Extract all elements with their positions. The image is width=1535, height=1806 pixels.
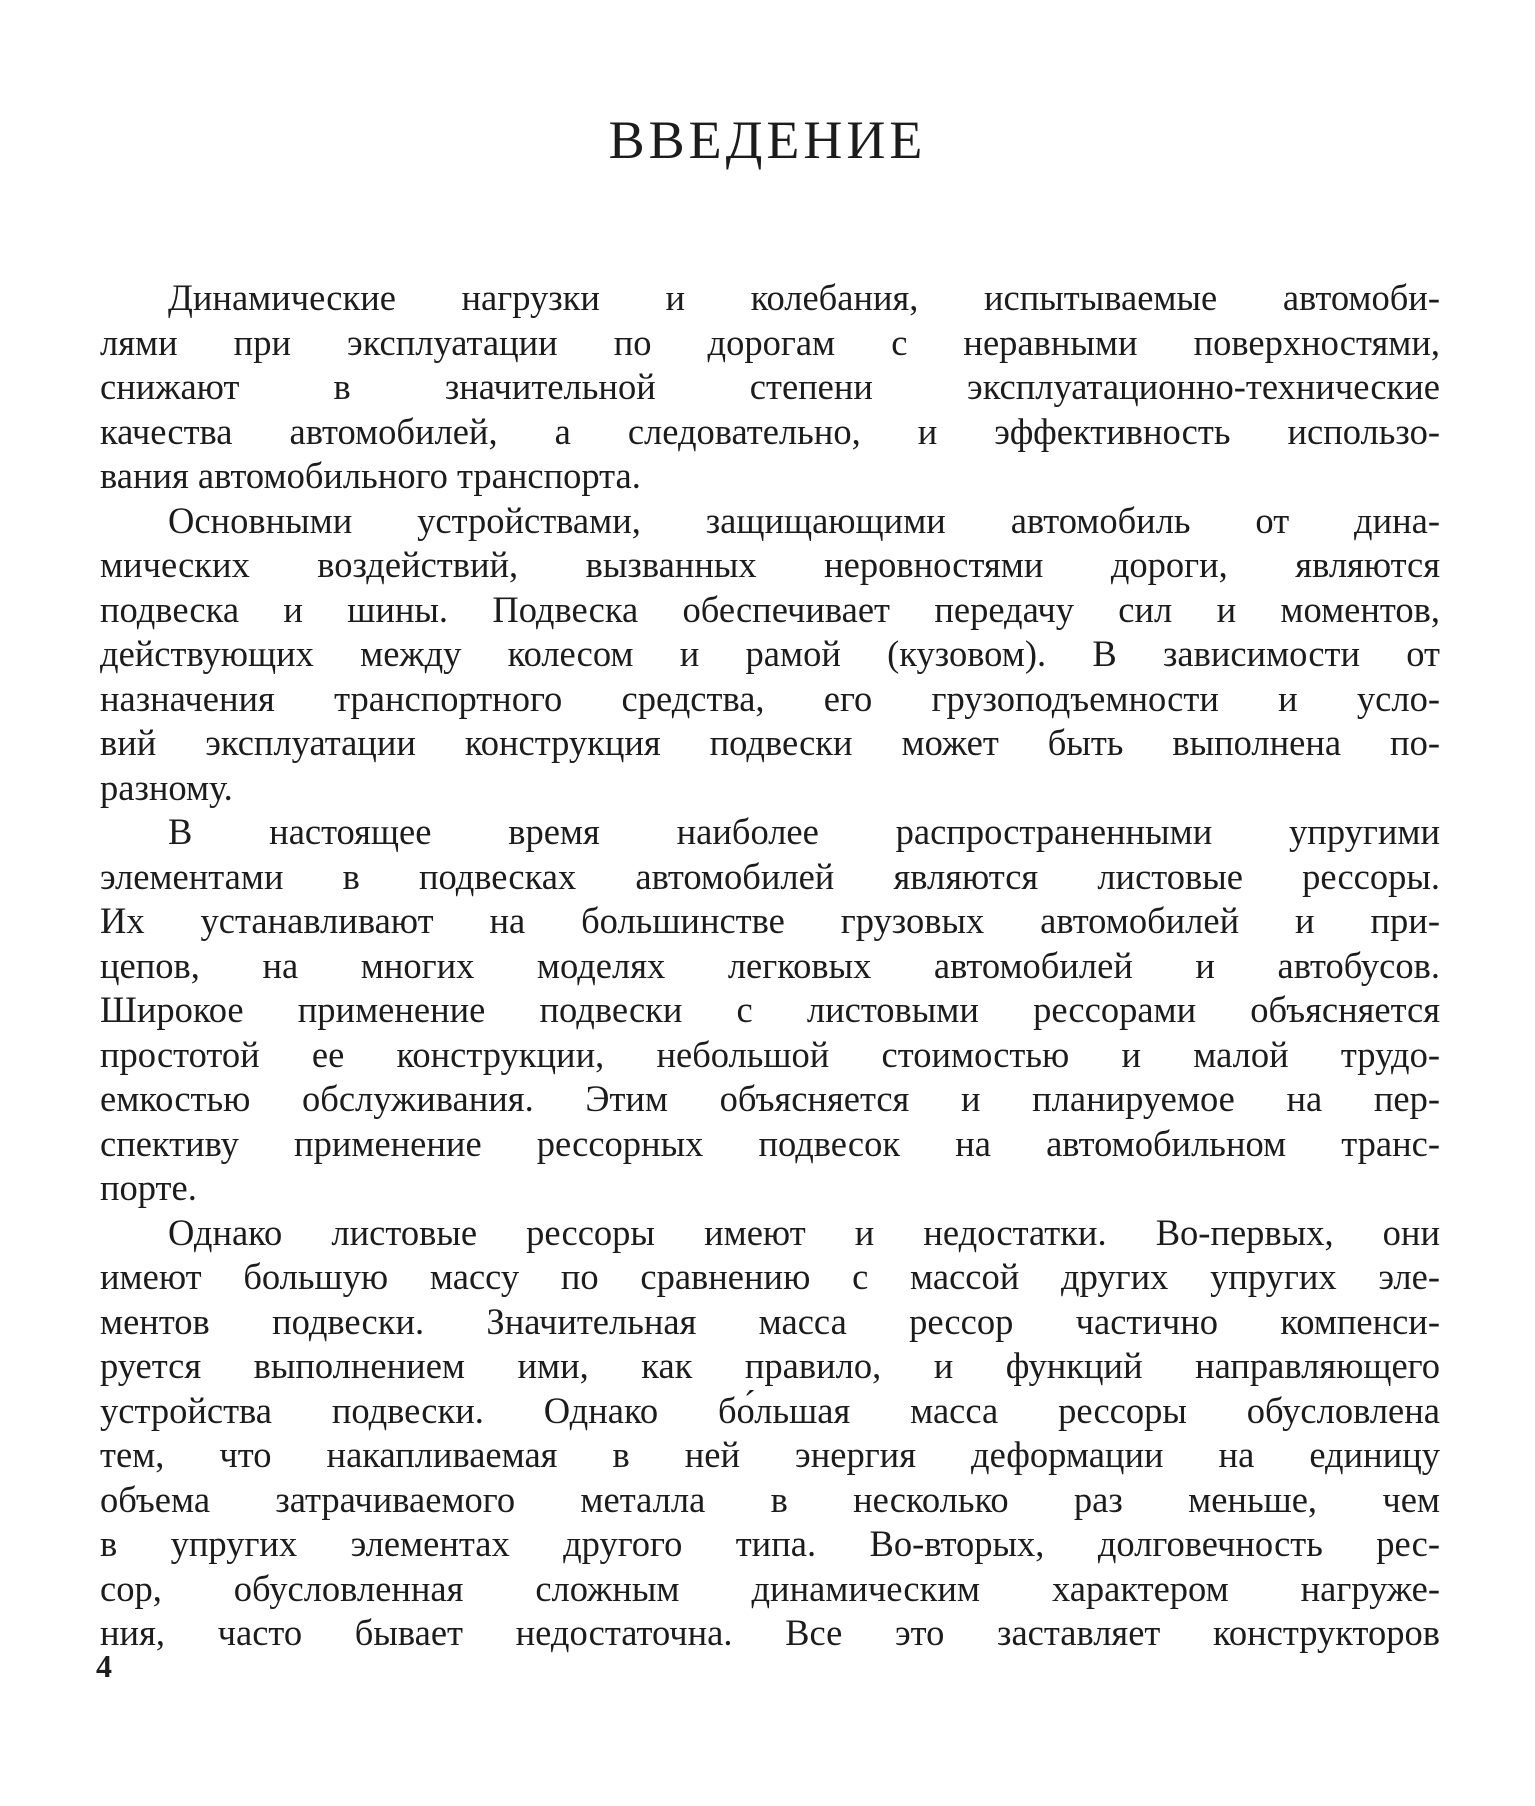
text-line: назначения транспортного средства, его грузоподъемности и усло- [100, 677, 1440, 719]
text-line: порте. [100, 1167, 197, 1208]
text-line: элементами в подвесках автомобилей являются листовые рессоры. [100, 855, 1440, 897]
text-line: ментов подвески. Значительная масса рессор частично компенси- [100, 1300, 1440, 1342]
text-line: Основными устройствами, защищающими автомобиль от дина- [168, 499, 1440, 541]
text-line: Их устанавливают на большинстве грузовых автомобилей и при- [100, 900, 1440, 941]
text-line: вания автомобильного транспорта. [100, 455, 641, 496]
text-line: мических воздействий, вызванных неровностями дороги, являются [100, 544, 1440, 585]
text-line: качества автомобилей, а следовательно, и эффективность использо- [100, 410, 1440, 452]
text-line: Широкое применение подвески с листовыми рессорами объясняется [100, 989, 1440, 1030]
text-line: Динамические нагрузки и колебания, испытываемые автомоби- [168, 277, 1440, 318]
text-line: разному. [100, 766, 233, 808]
text-line: объема затрачиваемого металла в несколько раз меньше, чем [100, 1478, 1440, 1520]
text-line: снижают в значительной степени эксплуатационно-технические [100, 366, 1440, 407]
text-line: сор, обусловленная сложным динамическим характером нагруже- [100, 1567, 1440, 1609]
body-text [100, 276, 1440, 1656]
page-title: ВВЕДЕНИЕ [608, 110, 927, 170]
text-line: вий эксплуатации конструкция подвески может быть выполнена по- [100, 722, 1440, 763]
text-line: В настоящее время наиболее распространенными упругими [168, 811, 1440, 852]
text-line: цепов, на многих моделях легковых автомобилей и автобусов. [100, 944, 1440, 986]
text-line: руется выполнением ими, как правило, и функций направляющего [100, 1345, 1440, 1386]
text-line: Однако листовые рессоры имеют и недостатки. Во-первых, они [168, 1211, 1440, 1253]
text-line: тем, что накапливаемая в ней энергия деформации на единицу [100, 1434, 1440, 1475]
text-line: имеют большую массу по сравнению с массой других упругих эле- [100, 1256, 1440, 1297]
text-line: спективу применение рессорных подвесок на автомобильном транс- [100, 1122, 1440, 1164]
text-line: подвеска и шины. Подвеска обеспечивает передачу сил и моментов, [100, 588, 1440, 630]
text-line: простотой ее конструкции, небольшой стоимостью и малой трудо- [100, 1033, 1440, 1075]
text-line: емкостью обслуживания. Этим объясняется и планируемое на пер- [100, 1078, 1440, 1119]
text-line: лями при эксплуатации по дорогам с неравными поверхностями, [100, 321, 1440, 363]
text-line: в упругих элементах другого типа. Во-вторых, долговечность рес- [100, 1523, 1440, 1564]
text-line: устройства подвески. Однако бо́льшая масса рессоры обусловлена [100, 1389, 1440, 1431]
page-number: 4 [96, 1648, 112, 1684]
text-line: действующих между колесом и рамой (кузовом). В зависимости от [100, 633, 1440, 674]
text-line: ния, часто бывает недостаточна. Все это заставляет конструкторов [100, 1612, 1440, 1653]
